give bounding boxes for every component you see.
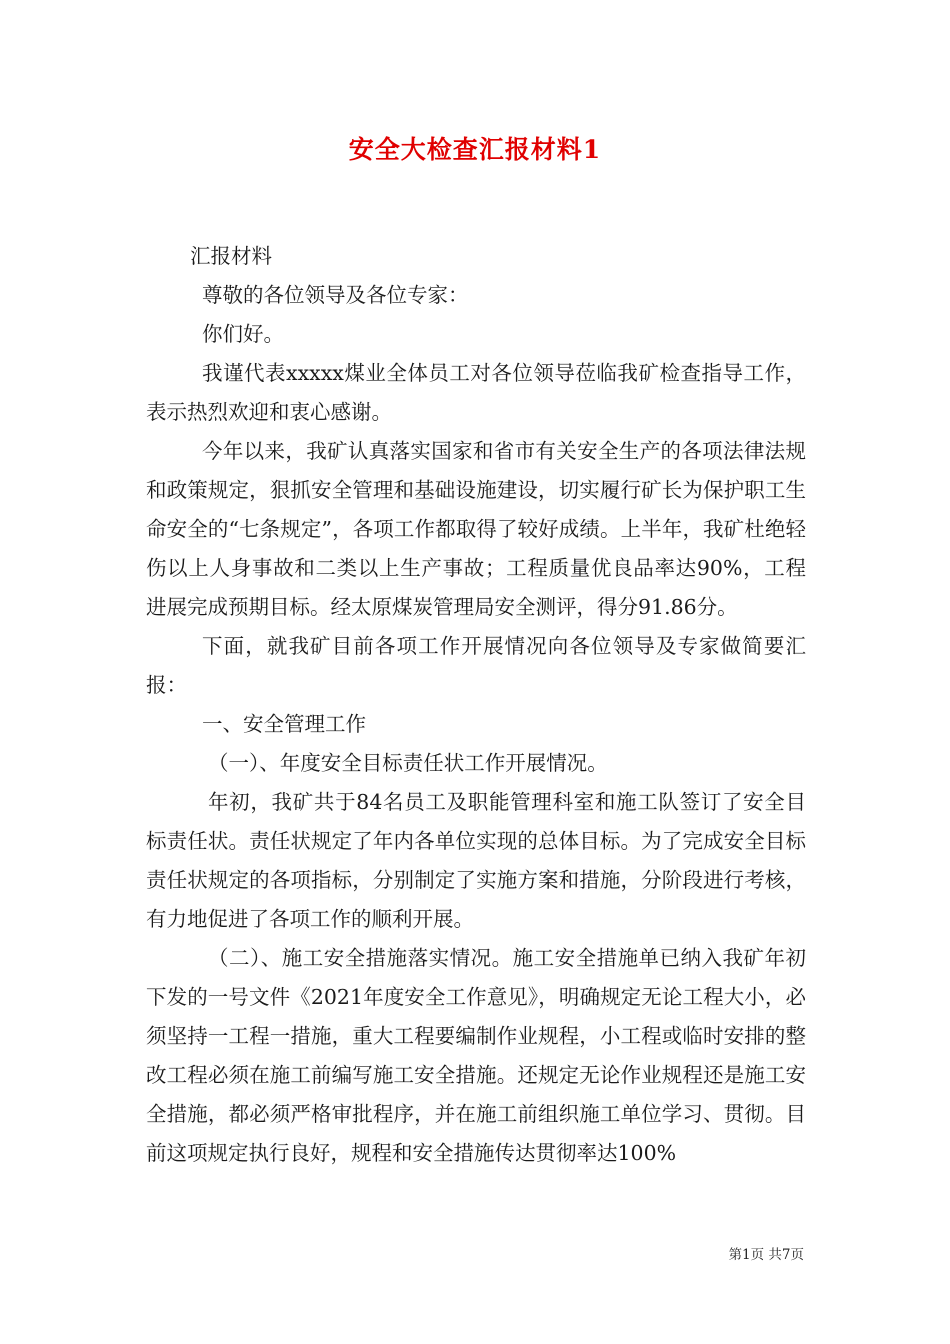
paragraph-greeting: 你们好。 [202, 322, 284, 346]
subsection-heading-annual-targets: （一）、年度安全目标责任状工作开展情况。 [208, 751, 608, 775]
section-heading-safety-management: 一、安全管理工作 [202, 712, 366, 736]
paragraph-construction-measures: （二）、施工安全措施落实情况。施工安全措施单已纳入我矿年初下发的一号文件《2021年度安全工作意见》，明确规定无论工程大小，必须坚持一工程一措施，重大工程要编制作业规程，小工程或临时安排的整改工程必须在施工前编写施工安全措施。还规定无论作业规程还是施工安全措施，都必须严格审批程序，并在施工前组织施工单位学习、贯彻。目前这项规定执行良好，规程和安全措施传达贯彻率达100% [146, 946, 806, 1165]
paragraph-welcome: 我谨代表xxxxx煤业全体员工对各位领导莅临我矿检查指导工作，表示热烈欢迎和衷心感谢。 [146, 361, 806, 424]
paragraph-heading: 汇报材料 [190, 244, 272, 268]
paragraph-salutation: 尊敬的各位领导及各位专家： [202, 283, 469, 307]
paragraph-intro: 下面，就我矿目前各项工作开展情况向各位领导及专家做简要汇报： [146, 634, 806, 697]
document-body [146, 237, 806, 1173]
paragraph-summary: 今年以来，我矿认真落实国家和省市有关安全生产的各项法律法规和政策规定，狠抓安全管理和基础设施建设，切实履行矿长为保护职工生命安全的“七条规定”，各项工作都取得了较好成绩。上半年，我矿杜绝轻伤以上人身事故和二类以上生产事故；工程质量优良品率达90%，工程进展完成预期目标。经太原煤炭管理局安全测评，得分91.86分。 [146, 439, 806, 619]
paragraph-annual-targets: 年初，我矿共于84名员工及职能管理科室和施工队签订了安全目标责任状。责任状规定了年内各单位实现的总体目标。为了完成安全目标责任状规定的各项指标，分别制定了实施方案和措施，分阶段进行考核，有力地促进了各项工作的顺利开展。 [146, 790, 806, 931]
page-number: 第1页 共7页 [728, 1247, 804, 1263]
document-title: 安全大检查汇报材料1 [348, 135, 602, 164]
